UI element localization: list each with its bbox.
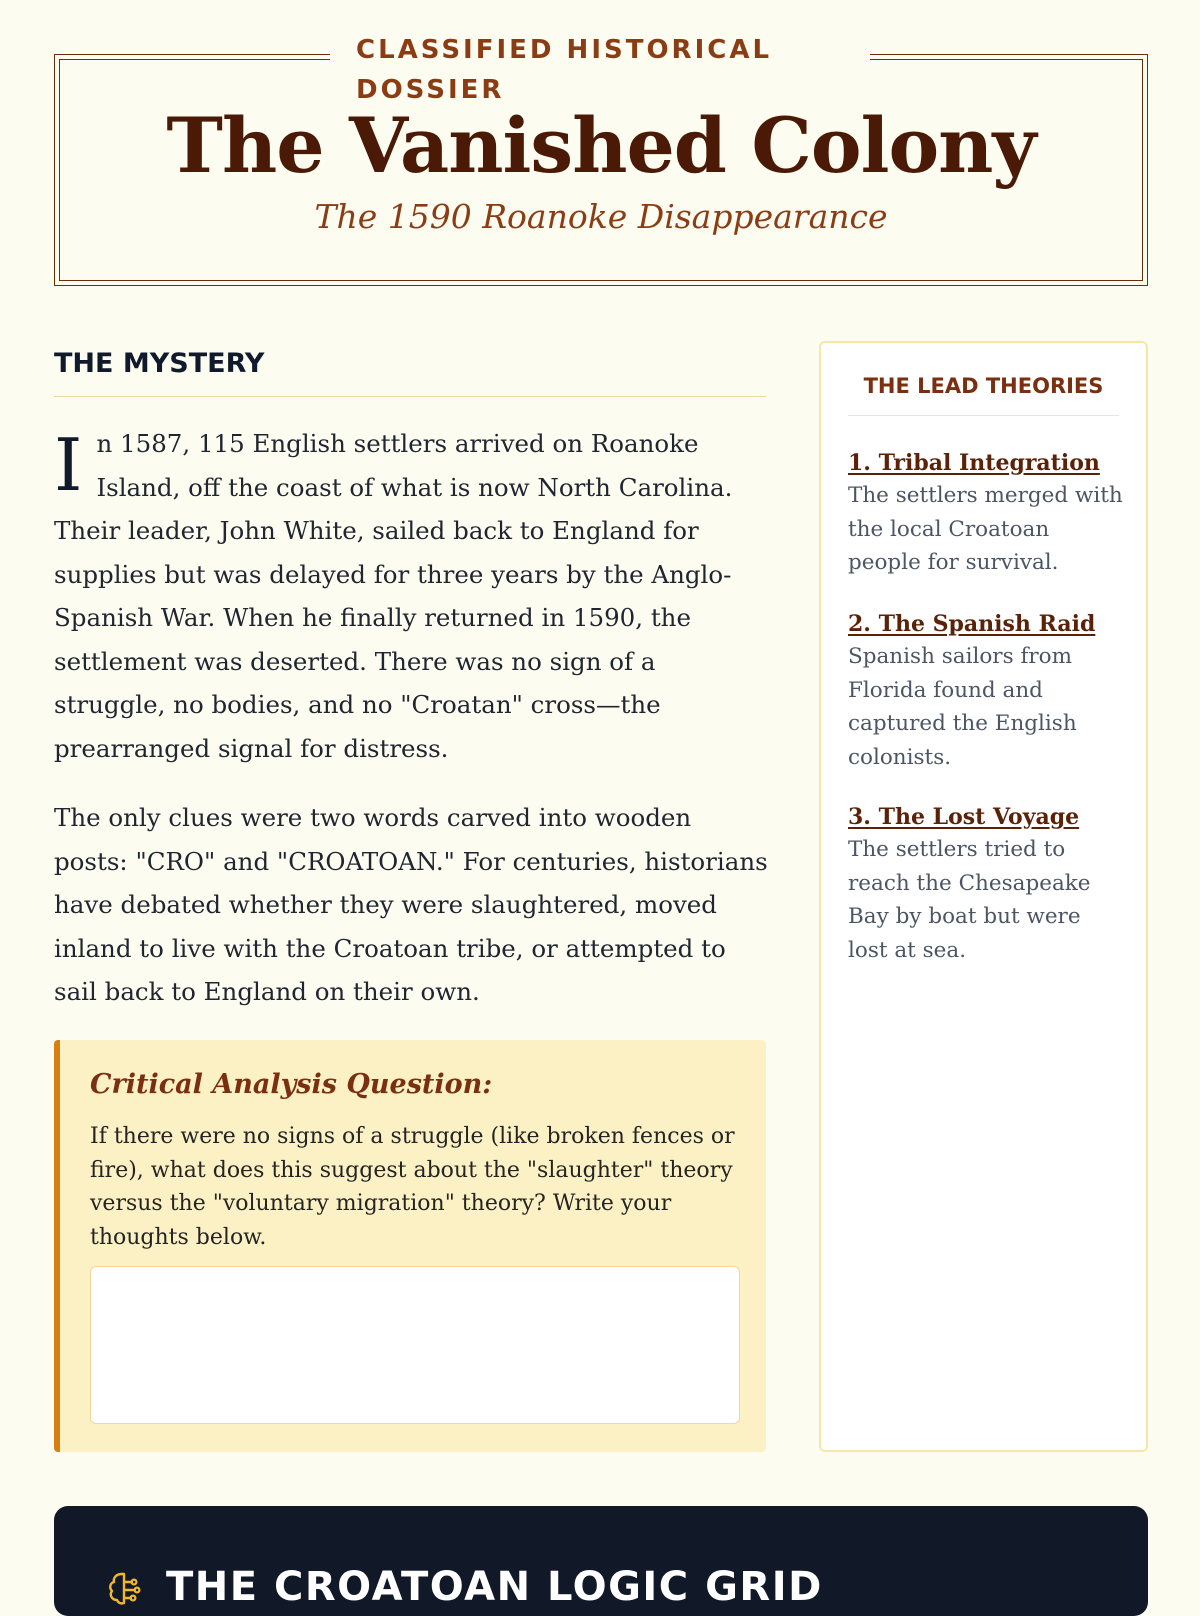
dossier-label: CLASSIFIED HISTORICAL DOSSIER	[330, 30, 870, 110]
theories-heading: THE LEAD THEORIES	[848, 371, 1119, 416]
theory-title-link[interactable]: 2. The Spanish Raid	[848, 611, 1096, 637]
theory-description: The settlers tried to reach the Chesapeake Bay by boat but were lost at sea.	[848, 837, 1091, 963]
critical-question-box	[54, 1040, 766, 1452]
mystery-paragraph-2: The only clues were two words carved into wooden posts: "CRO" and "CROATOAN." For centuries, historians have debated whether they were slaughtered, moved inland to live with the Croatoan tribe, or attempted to sail back to England on their own.	[54, 803, 768, 1006]
mystery-paragraph-1	[54, 422, 770, 770]
theory-item	[848, 608, 1123, 774]
page-subtitle: The 1590 Roanoke Disappearance	[314, 197, 888, 236]
answer-textarea[interactable]	[90, 1266, 740, 1424]
mystery-paragraph-1-text: n 1587, 115 English settlers arrived on Roanoke Island, off the coast of what is now North Carolina. Their leader, John White, sailed back to England for supplies but was delayed for three years by the Anglo-Spanish War. When he finally returned in 1590, the settlement was deserted. There was no sign of a struggle, no bodies, and no "Croatan" cross—the prearranged signal for distress.	[54, 429, 733, 763]
theory-description: Spanish sailors from Florida found and captured the English colonists.	[848, 644, 1077, 770]
question-title: Critical Analysis Question:	[90, 1069, 493, 1100]
question-text: If there were no signs of a struggle (like broken fences or fire), what does this suggest about the "slaughter" theory versus the "voluntary migration" theory? Write your thoughts below.	[90, 1124, 735, 1250]
lead-theories-panel	[819, 341, 1148, 1452]
theory-title-link[interactable]: 1. Tribal Integration	[848, 450, 1100, 476]
brain-icon	[106, 1568, 146, 1608]
page-title: The Vanished Colony	[166, 101, 1036, 190]
mystery-heading: THE MYSTERY	[54, 342, 766, 397]
drop-cap: I	[54, 423, 83, 507]
theory-description: The settlers merged with the local Croatoan people for survival.	[848, 483, 1123, 575]
theory-item	[848, 801, 1123, 967]
theory-title-link[interactable]: 3. The Lost Voyage	[848, 804, 1080, 830]
theory-item	[848, 447, 1123, 580]
logic-grid-title: THE CROATOAN LOGIC GRID	[166, 1564, 823, 1610]
